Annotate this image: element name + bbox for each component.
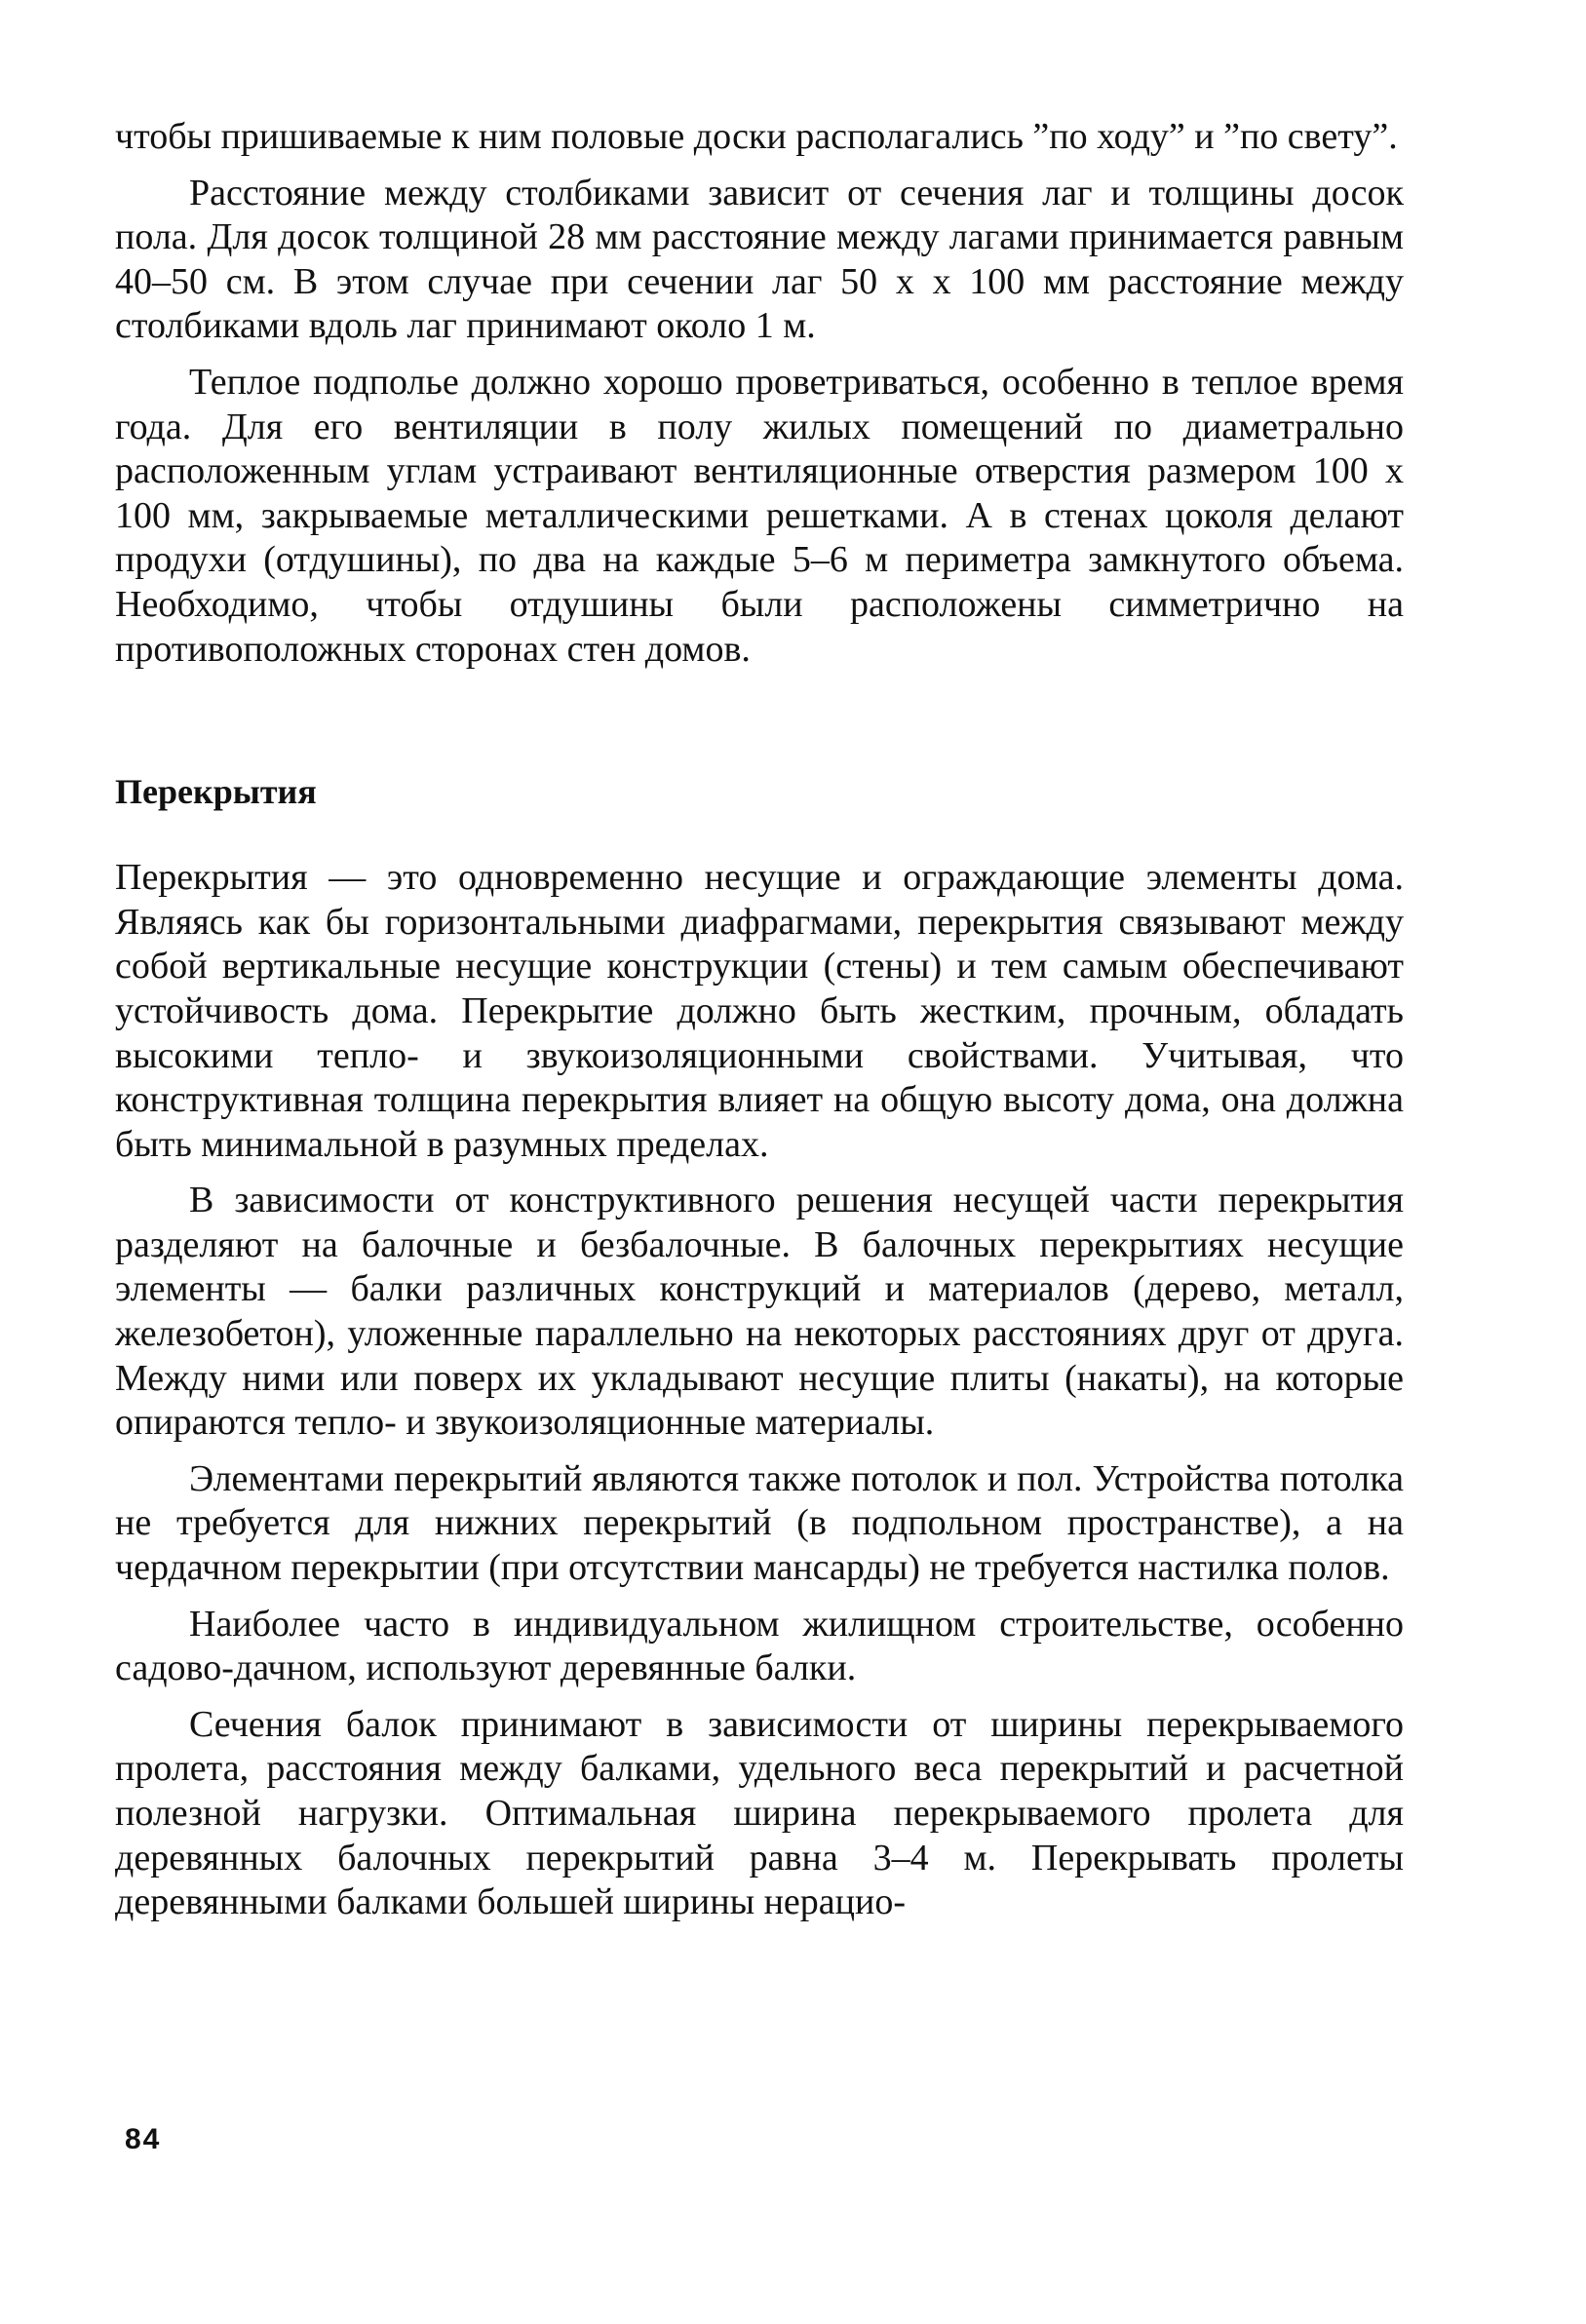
section-heading: Перекрытия	[115, 772, 317, 812]
page-number: 84	[125, 2123, 162, 2155]
paragraph-floor-types: В зависимости от конструктивного решения несущей части перекрытия разделяют на балочные и безбалочные. В балочных перекрытиях несущие элементы — балки различных конструкций и материалов (дерево, металл, железобетон), уложенные параллельно на некоторых расстояниях друг от друга. Между ними или поверх их укладывают несущие плиты (накаты), на которые опираются тепло- и звукоизоляционные материалы.	[115, 1180, 1404, 1444]
paragraph-wooden-beams: Наиболее часто в индивидуальном жилищном строительстве, особенно садово-дачном, используют деревянные балки.	[115, 1603, 1404, 1689]
paragraph-beam-sections: Сечения балок принимают в зависимости от ширины перекрываемого пролета, расстояния между балками, удельного веса перекрытий и расчетной полезной нагрузки. Оптимальная ширина перекрываемого пролета для деревянных балочных перекрытий равна 3–4 м. Перекрывать пролеты деревянными балками большей ширины нерацио-	[115, 1703, 1404, 1923]
paragraph-ventilation: Теплое подполье должно хорошо проветриваться, особенно в теплое время года. Для его вентиляции в полу жилых помещений по диаметрально расположенным углам устраивают вентиляционные отверстия размером 100 x 100 мм, закрываемые металлическими решетками. А в стенах цоколя делают продухи (отдушины), по два на каждые 5–6 м периметра замкнутого объема. Необходимо, чтобы отдушины были расположены симметрично на противоположных сторонах стен домов.	[115, 361, 1404, 670]
paragraph-floors-intro: Перекрытия — это одновременно несущие и ограждающие элементы дома. Являясь как бы горизонтальными диафрагмами, перекрытия связывают между собой вертикальные несущие конструкции (стены) и тем самым обеспечивают устойчивость дома. Перекрытие должно быть жестким, прочным, обладать высокими тепло- и звукоизоляционными свойствами. Учитывая, что конструктивная толщина перекрытия влияет на общую высоту дома, она должна быть минимальной в разумных пределах.	[115, 857, 1404, 1165]
paragraph-continued: чтобы пришиваемые к ним половые доски располагались ”по ходу” и ”по свету”.	[115, 116, 1398, 157]
paragraph-floor-elements: Элементами перекрытий являются также потолок и пол. Устройства потолка не требуется для нижних перекрытий (в подпольном пространстве), а на чердачном перекрытии (при отсутствии мансарды) не требуется настилка полов.	[115, 1457, 1404, 1589]
page-body	[115, 115, 1404, 1925]
paragraph-post-distance: Расстояние между столбиками зависит от сечения лаг и толщины досок пола. Для досок толщиной 28 мм расстояние между лагами принимается равным 40–50 см. В этом случае при сечении лаг 50 x x 100 мм расстояние между столбиками вдоль лаг принимают около 1 м.	[115, 172, 1404, 347]
